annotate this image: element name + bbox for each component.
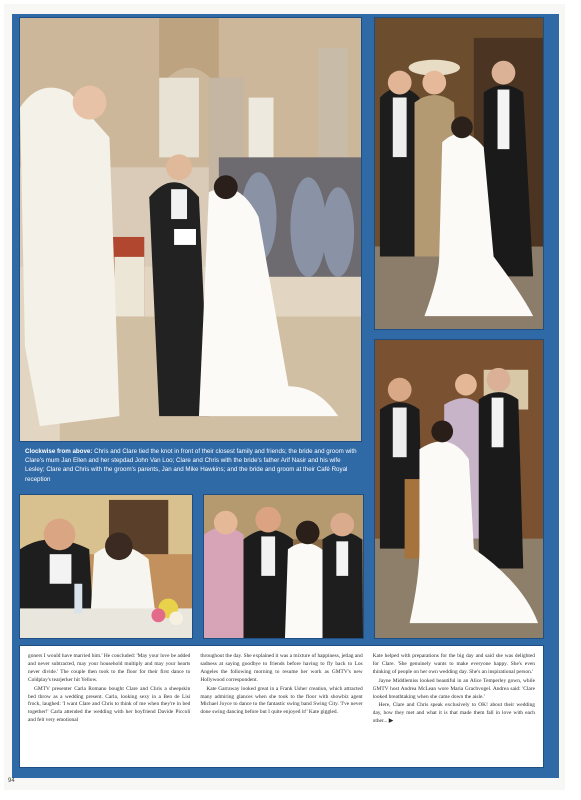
photo-church-ceremony [19, 17, 362, 442]
photo-cafe-royal-reception [19, 494, 193, 639]
photo-father-and-wife [374, 339, 544, 639]
paragraph: Jayne Middlemiss looked beautiful in an Alice Temperley gown, while GMTV host Andrea McLean wore Maria Grachvogel. Andrea said: 'Clare looked breathtaking when she came down the aisle.' [372, 677, 535, 700]
photo-grooms-parents [203, 494, 364, 639]
paragraph: goners I would have married him.' He concluded: 'May your love be added and never subtracted, may your household multiply and may your hearts never divide.' The couple then took to the floor for their first dance to Coldplay's tearjerker hit Yellow. [28, 653, 191, 683]
paragraph-text: Here, Clare and Chris speak exclusively to OK! about their wedding day, how they met and what it is that made them fall in love with each other... [372, 702, 535, 725]
text-column-1 [28, 653, 190, 760]
paragraph: Kate Garraway looked great in a Frank Usher creation, which attracted many admiring glances when she took to the floor with showbiz agent Michael Joyce to dance to the fantastic swing band Swing City. 'I've never done swing dancing before but I quite enjoyed it!' Kate giggled. [200, 685, 363, 716]
photo-caption [19, 443, 362, 485]
text-column-2 [200, 653, 362, 760]
caption-lead: Clockwise from above: [25, 448, 93, 455]
paragraph: throughout the day. She explained it was a mixture of happiness, jetlag and sadness at saying goodbye to friends before having to fly back to Los Angeles the following morning to resume her work as GMTV's new Hollywood correspondent. [200, 653, 363, 683]
page-number: 94 [8, 778, 15, 784]
paragraph: Kate helped with preparations for the big day and said she was delighted for Clare. 'She genuinely wants to make everyone happy. She's even thinking of people on her own wedding day. She's an inspirational person.' [372, 653, 535, 675]
paragraph: GMTV presenter Carla Romano bought Clare and Chris a sheepskin bed throw as a wedding present. Carla, looking sexy in a Ben de Lisi frock, laughed: 'I want Clare and Chris to think of me when they're in bed together!' Carla attended the wedding with her boyfriend Davide Piccoli and felt very emotional [28, 685, 191, 724]
photo-mum-and-stepdad [374, 17, 544, 330]
caption-text: Chris and Clare tied the knot in front of their closest family and friends; the bride and groom with Clare's mum Jan Ellen and her stepdad John Van Loo; Clare and Chris with the bride's father Arif Nasir and his wife Lesley; Clare and Chris with the groom's parents, Jan and Mike Hawkins; and the bride and groom at their Café Royal reception [25, 448, 357, 483]
article-text [19, 645, 544, 768]
end-mark-icon: ▶ [388, 718, 393, 725]
text-column-3 [373, 653, 535, 760]
paragraph [373, 702, 535, 726]
